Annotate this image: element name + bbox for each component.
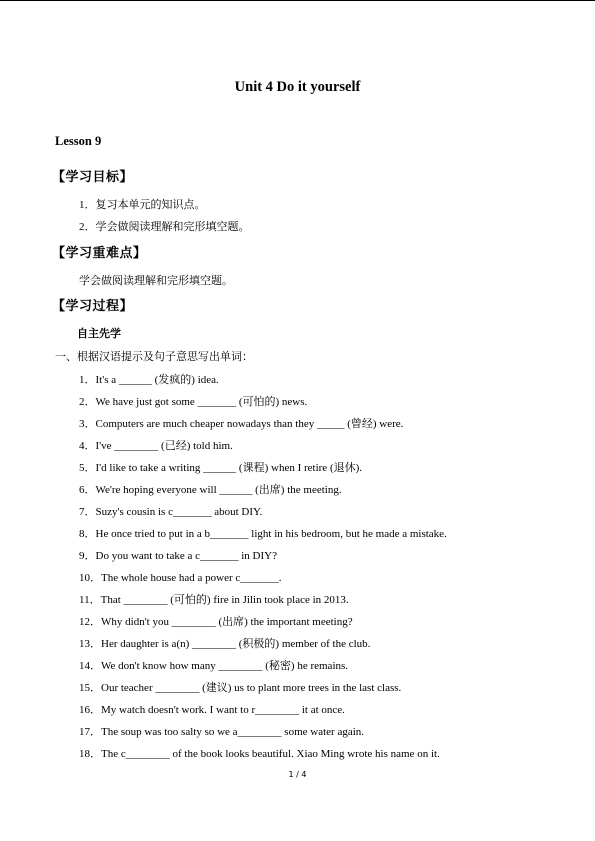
item-text: Why didn't you ________ (出席) the important meeting? — [101, 616, 353, 628]
item-text: He once tried to put in a b_______ light in his bedroom, but he made a mistake. — [95, 528, 447, 540]
item-text: My watch doesn't work. I want to r________ it at once. — [101, 704, 345, 716]
list-item — [79, 437, 233, 453]
process-heading: 【学习过程】 — [52, 299, 134, 314]
item-text: It's a ______ (发疯的) idea. — [95, 374, 219, 386]
item-text: Her daughter is a(n) ________ (积极的) member of the club. — [101, 638, 371, 650]
lesson-heading: Lesson 9 — [55, 134, 102, 148]
list-item — [79, 679, 401, 695]
item-text: Suzy's cousin is c_______ about DIY. — [95, 506, 263, 518]
list-item — [79, 657, 348, 673]
item-number: 18． — [79, 748, 101, 760]
list-item — [79, 569, 282, 585]
item-number: 10． — [79, 572, 101, 584]
list-item — [79, 459, 362, 475]
item-number: 4． — [79, 440, 96, 452]
item-number: 16． — [79, 704, 101, 716]
item-text: We have just got some _______ (可怕的) news. — [95, 396, 308, 408]
item-number: 1． — [79, 374, 96, 386]
list-item — [79, 723, 364, 739]
list-item — [79, 481, 342, 497]
item-number: 7． — [79, 506, 96, 518]
list-item — [79, 503, 262, 519]
list-item — [79, 547, 277, 563]
item-text: I'd like to take a writing ______ (课程) when I retire (退休). — [95, 462, 363, 474]
item-number: 9． — [79, 550, 96, 562]
item-number: 8． — [79, 528, 96, 540]
item-number: 11． — [79, 594, 101, 606]
keypoints-text: 学会做阅读理解和完形填空题。 — [79, 275, 233, 287]
list-item — [79, 393, 307, 409]
page-title: Unit 4 Do it yourself — [234, 79, 361, 95]
item-number: 6． — [79, 484, 96, 496]
list-item — [79, 591, 349, 607]
list-item — [79, 415, 403, 431]
item-text: Our teacher ________ (建议) us to plant more trees in the last class. — [101, 682, 402, 694]
item-number: 2． — [79, 396, 96, 408]
item-text: The soup was too salty so we a________ some water again. — [101, 726, 365, 738]
top-rule — [0, 0, 595, 1]
item-number: 3． — [79, 418, 96, 430]
item-text: I've ________ (已经) told him. — [95, 440, 233, 452]
goal-item: 2．学会做阅读理解和完形填空题。 — [79, 221, 250, 233]
item-text: We're hoping everyone will ______ (出席) the meeting. — [95, 484, 342, 496]
item-number: 5． — [79, 462, 96, 474]
goals-heading: 【学习目标】 — [52, 170, 134, 185]
list-item — [79, 371, 219, 387]
item-number: 15． — [79, 682, 101, 694]
item-text: That ________ (可怕的) fire in Jilin took place in 2013. — [100, 594, 349, 606]
keypoints-heading: 【学习重难点】 — [52, 246, 147, 261]
self-study-subheading: 自主先学 — [77, 327, 121, 340]
item-number: 17． — [79, 726, 101, 738]
goal-item: 1．复习本单元的知识点。 — [79, 199, 206, 211]
exercise-instructions: 一、根据汉语提示及句子意思写出单词： — [55, 351, 253, 363]
list-item — [79, 525, 447, 541]
item-number: 13． — [79, 638, 101, 650]
item-text: The c________ of the book looks beautiful. Xiao Ming wrote his name on it. — [101, 748, 440, 760]
item-text: The whole house had a power c_______. — [101, 572, 282, 584]
page-number: 1 / 4 — [288, 770, 307, 779]
list-item — [79, 613, 353, 629]
item-number: 14． — [79, 660, 101, 672]
item-text: Do you want to take a c_______ in DIY? — [95, 550, 277, 562]
list-item — [79, 745, 440, 761]
item-text: We don't know how many ________ (秘密) he remains. — [101, 660, 349, 672]
list-item — [79, 635, 370, 651]
item-text: Computers are much cheaper nowadays than they _____ (曾经) were. — [95, 418, 404, 430]
list-item — [79, 701, 345, 717]
item-number: 12． — [79, 616, 101, 628]
